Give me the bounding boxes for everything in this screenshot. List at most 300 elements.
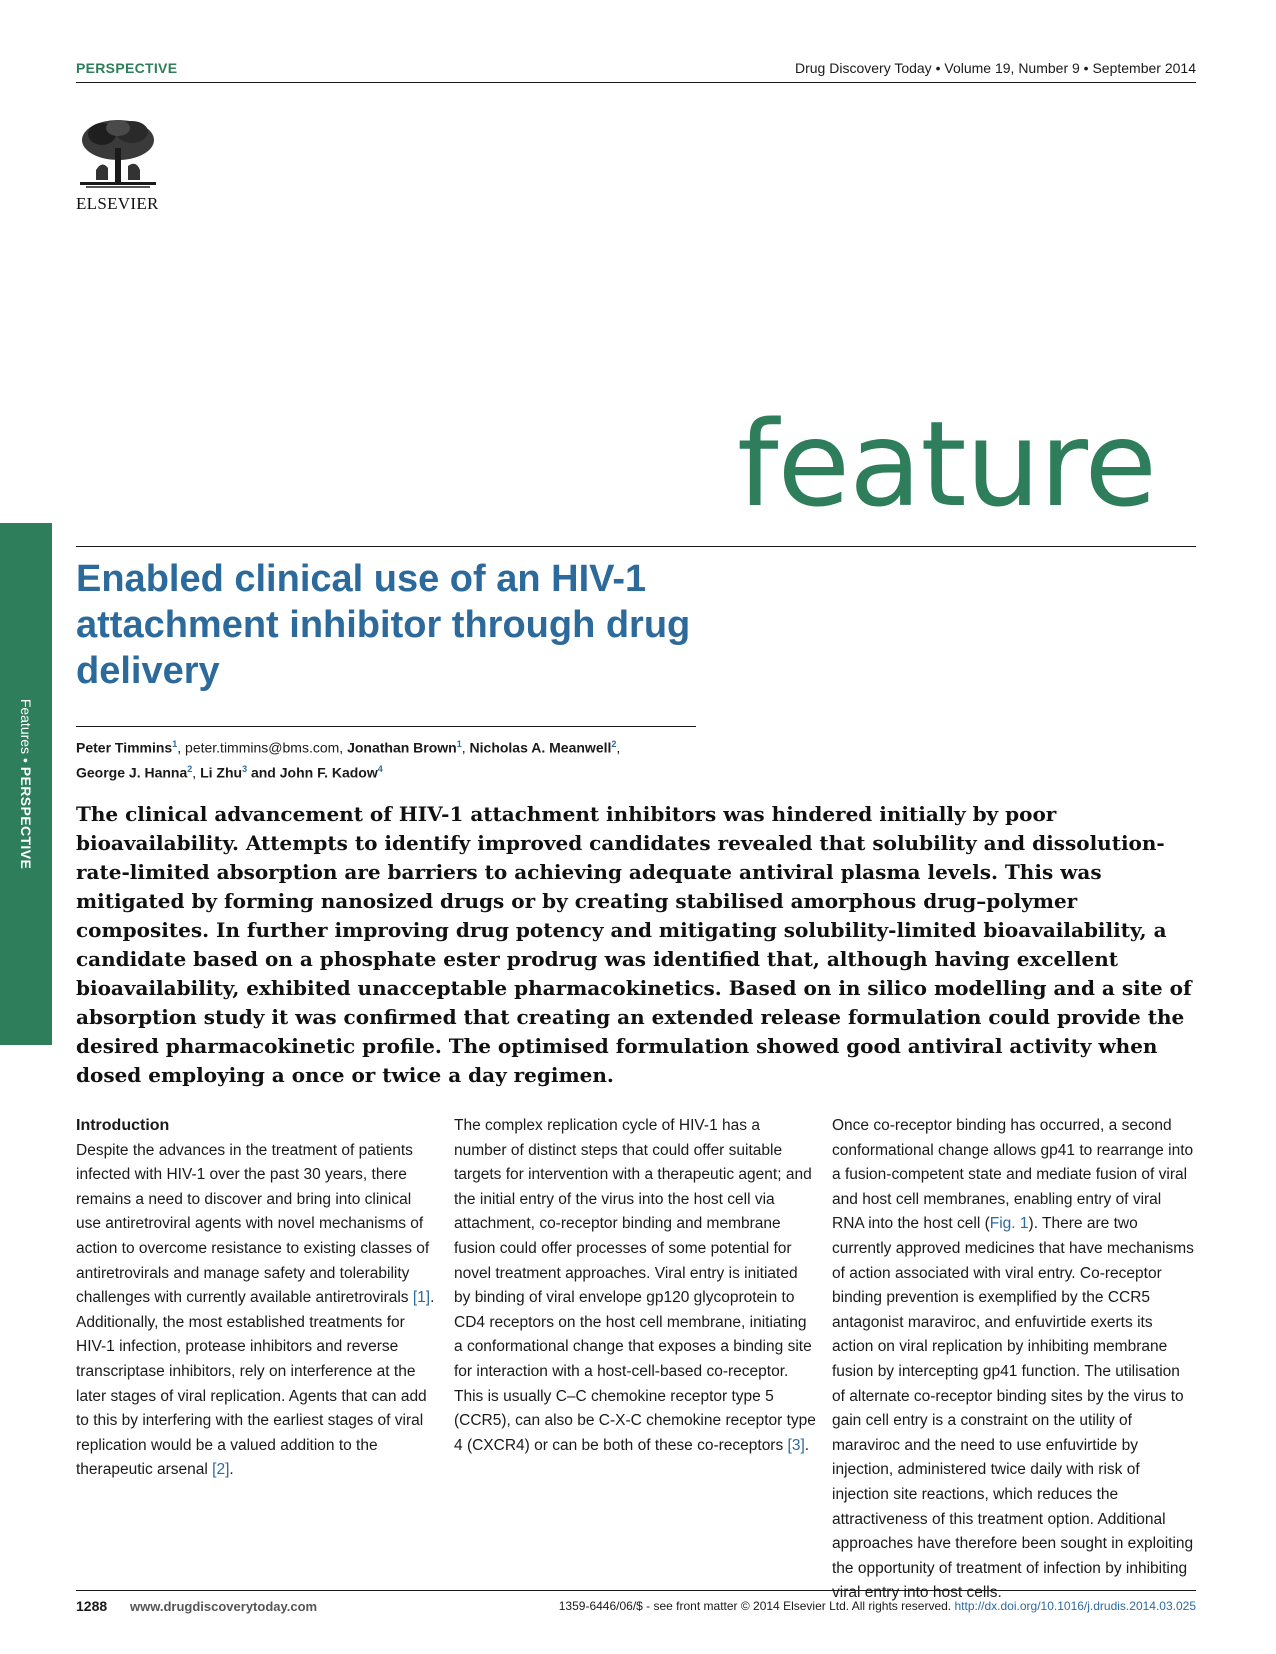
section-label: PERSPECTIVE bbox=[76, 60, 178, 76]
body-text: number bbox=[454, 1141, 507, 1159]
body-text: reactions, bbox=[921, 1485, 989, 1503]
body-text: by bbox=[1006, 1338, 1024, 1356]
body-text: distinct bbox=[528, 1141, 577, 1159]
publisher-name: ELSEVIER bbox=[76, 194, 159, 213]
body-text: need bbox=[960, 1436, 995, 1454]
body-text: intervention bbox=[528, 1166, 609, 1184]
body-text: cycle bbox=[622, 1117, 658, 1134]
body-text: that bbox=[1038, 1239, 1065, 1257]
body-text: fusion bbox=[1095, 1166, 1138, 1184]
body-text: conformational bbox=[466, 1338, 569, 1356]
body-text: processes bbox=[576, 1239, 647, 1257]
body-text: Despite the advances in the treatment of patients infected with HIV-1 over the past 30 years, there remains a need to discover and bring into clinical use antiretroviral agents with novel mechanisms of action to overcome resistance to existing classes of antiretrovirals and manage safety and tolerability challenges with currently available antiretrovirals bbox=[76, 1141, 430, 1307]
body-text: could bbox=[499, 1239, 537, 1257]
body-text: of bbox=[661, 1117, 675, 1134]
body-text: Co-receptor bbox=[1079, 1264, 1162, 1282]
body-paragraph bbox=[454, 1114, 816, 1458]
body-text: C–C bbox=[555, 1387, 587, 1405]
body-paragraph bbox=[832, 1114, 1194, 1606]
body-text: of bbox=[938, 1559, 952, 1577]
doi-link[interactable]: http://dx.doi.org/10.1016/j.drudis.2014.03.025 bbox=[954, 1599, 1196, 1613]
body-text: second bbox=[1121, 1117, 1172, 1134]
body-text: some bbox=[668, 1239, 707, 1257]
body-paragraph bbox=[76, 1139, 438, 1483]
body-text: membrane bbox=[1093, 1338, 1168, 1356]
body-text: chemokine bbox=[591, 1387, 666, 1405]
body-text: approaches. bbox=[565, 1264, 651, 1282]
body-text: a bbox=[751, 1117, 760, 1134]
body-text: 4 bbox=[454, 1436, 463, 1454]
body-text: cell bbox=[727, 1190, 751, 1208]
body-text: twice bbox=[990, 1461, 1026, 1479]
body-text: of bbox=[832, 1387, 845, 1405]
body-text: cell bbox=[865, 1412, 889, 1430]
body-text: CD4 bbox=[454, 1313, 486, 1331]
side-tab-section: PERSPECTIVE bbox=[18, 766, 34, 870]
body-text: inhibiting bbox=[1125, 1559, 1188, 1577]
body-text: therapeutic bbox=[657, 1166, 735, 1184]
body-text: approaches bbox=[832, 1535, 914, 1553]
body-text: can bbox=[552, 1436, 578, 1454]
body-text: on bbox=[558, 1313, 576, 1331]
body-text: infection bbox=[1043, 1559, 1101, 1577]
copyright-text: 1359-6446/06/$ - see front matter © 2014 Elsevier Ltd. All rights reserved. bbox=[558, 1599, 952, 1613]
body-text: to bbox=[999, 1436, 1013, 1454]
body-text: CCR5 bbox=[1107, 1289, 1151, 1307]
body-text: of bbox=[1025, 1559, 1039, 1577]
body-text: could bbox=[652, 1141, 690, 1159]
body-text: into bbox=[1168, 1141, 1194, 1159]
body-text: is bbox=[487, 1387, 499, 1405]
body-text: membrane bbox=[706, 1215, 781, 1233]
body-text: the bbox=[454, 1190, 476, 1208]
body-text: offer bbox=[541, 1239, 572, 1257]
body-text: 5 bbox=[765, 1387, 774, 1405]
body-text: envelope bbox=[578, 1289, 642, 1307]
body-text: daily bbox=[1030, 1461, 1063, 1479]
body-text: is bbox=[931, 1412, 944, 1430]
body-text: a bbox=[584, 1362, 593, 1380]
body-text: attractiveness bbox=[832, 1510, 928, 1528]
body-text: exemplified bbox=[978, 1289, 1057, 1307]
body-text: viral bbox=[1158, 1166, 1188, 1184]
body-text: agent; bbox=[738, 1166, 782, 1184]
body-text: entry bbox=[893, 1412, 928, 1430]
body-text: binding bbox=[832, 1289, 882, 1307]
body-text: complex bbox=[485, 1117, 543, 1134]
footer-divider bbox=[76, 1590, 1196, 1591]
body-text: co-receptor bbox=[873, 1117, 952, 1134]
body-text: constraint bbox=[960, 1412, 1028, 1430]
body-text: alternate bbox=[849, 1387, 910, 1405]
body-text: viral bbox=[832, 1584, 861, 1602]
body-text: option. bbox=[1047, 1510, 1094, 1528]
body-text: novel bbox=[454, 1264, 492, 1282]
body-text: the bbox=[667, 1190, 690, 1208]
body-text: injection bbox=[832, 1485, 889, 1503]
body-text: been bbox=[1021, 1535, 1057, 1553]
body-text: type bbox=[731, 1387, 761, 1405]
body-text: on bbox=[877, 1338, 895, 1356]
citation-link[interactable]: [3] bbox=[787, 1436, 805, 1454]
body-text: targets bbox=[454, 1166, 502, 1184]
body-text: exerts bbox=[1090, 1313, 1133, 1331]
body-text: cells. bbox=[966, 1584, 1002, 1602]
body-text: via bbox=[754, 1190, 775, 1208]
body-text: gp120 bbox=[646, 1289, 690, 1307]
author-list: Peter Timmins$^1$, peter.timmins@bms.com, Jonathan Brown$^1$, Nicholas A. Meanwell$^2$, George J. Hanna$^2$, Li Zhu$^3$ and John F. Kadow$^4$ bbox=[76, 739, 621, 781]
body-text: . bbox=[229, 1461, 234, 1479]
body-text: cell bbox=[957, 1215, 981, 1233]
body-text: of bbox=[558, 1190, 572, 1208]
body-text: on bbox=[1031, 1412, 1050, 1430]
body-text: ). bbox=[1028, 1215, 1038, 1233]
body-text: binding bbox=[996, 1387, 1047, 1405]
body-text: therefore bbox=[955, 1535, 1018, 1553]
body-text: initiated bbox=[744, 1264, 798, 1282]
body-text: its bbox=[1137, 1313, 1153, 1331]
body-text: has bbox=[722, 1117, 747, 1134]
citation-link[interactable]: [1] bbox=[412, 1289, 431, 1307]
body-text: that bbox=[622, 1141, 648, 1159]
body-text: replication bbox=[547, 1117, 618, 1134]
body-text: change bbox=[572, 1338, 624, 1356]
author-name: John F. Kadow bbox=[279, 764, 378, 781]
journal-citation: Drug Discovery Today • Volume 19, Number 9 • September 2014 bbox=[795, 60, 1196, 76]
body-text: currently bbox=[832, 1239, 892, 1257]
body-text: of bbox=[1119, 1412, 1132, 1430]
body-text: in bbox=[1111, 1535, 1124, 1553]
author-name: Jonathan Brown bbox=[347, 739, 457, 756]
body-text: enfuvirtide bbox=[1045, 1436, 1118, 1454]
body-text: by bbox=[1061, 1289, 1078, 1307]
body-text: exposes bbox=[658, 1338, 716, 1356]
body-text: into bbox=[903, 1584, 929, 1602]
elsevier-tree-icon bbox=[76, 118, 160, 192]
side-tab-category: Features bbox=[18, 698, 34, 755]
body-text: occurred, bbox=[1039, 1117, 1105, 1134]
body-column-2 bbox=[454, 1114, 816, 1458]
body-text: ( bbox=[984, 1215, 990, 1233]
body-text: function. bbox=[1021, 1362, 1081, 1380]
citation-link[interactable]: [2] bbox=[212, 1461, 230, 1479]
body-text: membranes, bbox=[923, 1190, 1010, 1208]
body-text: sought bbox=[1060, 1535, 1107, 1553]
body-text: can bbox=[515, 1412, 541, 1430]
body-text: to bbox=[781, 1289, 795, 1307]
author-name: Nicholas A. Meanwell bbox=[469, 739, 612, 756]
copyright-line bbox=[559, 1599, 1196, 1613]
body-text: with bbox=[552, 1362, 580, 1380]
header-divider bbox=[76, 82, 1196, 83]
body-text: host bbox=[932, 1584, 963, 1602]
body-text: a bbox=[644, 1166, 654, 1184]
body-text: with bbox=[1066, 1461, 1094, 1479]
body-text: suitable bbox=[728, 1141, 783, 1159]
body-text: entry bbox=[689, 1264, 725, 1282]
figure-link[interactable]: 1 bbox=[1019, 1215, 1029, 1233]
article-abstract: The clinical advancement of HIV-1 attachment inhibitors was hindered initially by poor bioavailability. Attempts to identify improved candidates revealed that solubility and dissolution-rate-limited absorption are barriers to achieving adequate antiviral plasma levels. This was mitigated by forming nanosized drugs or by creating stabilised amorphous drug–polymer composites. In further improving drug potency and mitigating solubility-limited bioavailability, a candidate based on a phosphate ester prodrug was identified that, although having excellent bioavailability, exhibited unacceptable pharmacokinetics. Based on in silico modelling and a site of absorption study it was confirmed that creating an extended release formulation could provide the desired pharmacokinetic profile. The optimised formulation showed good antiviral activity when dosed employing a once or twice a day regimen. bbox=[76, 802, 1192, 1087]
body-text: have bbox=[1068, 1239, 1103, 1257]
body-column-3 bbox=[832, 1114, 1194, 1606]
journal-volume: Volume 19, Number 9 bbox=[944, 60, 1080, 76]
body-text: a bbox=[454, 1338, 463, 1356]
body-text: the bbox=[1081, 1289, 1104, 1307]
author-affiliation: 3 bbox=[242, 763, 248, 774]
body-text: fusion bbox=[832, 1362, 874, 1380]
body-text: fusion bbox=[454, 1239, 496, 1257]
body-text: also bbox=[544, 1412, 573, 1430]
section-heading: Introduction bbox=[76, 1117, 170, 1134]
body-text: and bbox=[904, 1436, 931, 1454]
body-text: replication bbox=[931, 1338, 1003, 1356]
article-title: Enabled clinical use of an HIV-1 attachment inhibitor through drug delivery bbox=[76, 558, 691, 692]
body-text: (CXCR4) bbox=[466, 1436, 530, 1454]
publisher-logo bbox=[76, 118, 168, 214]
body-text: be bbox=[577, 1412, 595, 1430]
body-text: administered bbox=[897, 1461, 987, 1479]
body-text: this bbox=[949, 1510, 974, 1528]
body-text: membrane, bbox=[666, 1313, 746, 1331]
body-text: conformational bbox=[832, 1141, 934, 1159]
body-text: viral bbox=[899, 1338, 928, 1356]
body-text: a bbox=[947, 1412, 957, 1430]
body-text: by bbox=[1087, 1387, 1104, 1405]
body-text: prevention bbox=[886, 1289, 959, 1307]
body-text: the bbox=[934, 1436, 957, 1454]
body-text: for bbox=[505, 1166, 524, 1184]
body-text: co-receptor bbox=[539, 1215, 618, 1233]
body-text: co-receptor. bbox=[706, 1362, 789, 1380]
body-text: of bbox=[1126, 1461, 1140, 1479]
body-text: action bbox=[849, 1264, 891, 1282]
body-text: the bbox=[832, 1559, 854, 1577]
author-affiliation: 2 bbox=[611, 739, 617, 749]
body-text: by bbox=[877, 1362, 895, 1380]
body-text: The bbox=[454, 1117, 481, 1134]
body-text: or bbox=[534, 1436, 548, 1454]
body-text: a bbox=[720, 1338, 729, 1356]
body-text: cell bbox=[639, 1313, 663, 1331]
body-text: allows bbox=[993, 1141, 1037, 1159]
body-text: HIV-1 bbox=[678, 1117, 718, 1134]
body-text: interaction bbox=[476, 1362, 548, 1380]
body-text: of bbox=[1115, 1190, 1129, 1208]
body-text: host-cell-based bbox=[597, 1362, 703, 1380]
body-text: of bbox=[832, 1264, 845, 1282]
body-text: maraviroc, bbox=[907, 1313, 981, 1331]
body-text: Once bbox=[832, 1117, 870, 1134]
body-text: into bbox=[868, 1215, 894, 1233]
body-text: risk bbox=[1098, 1461, 1123, 1479]
body-text: sites bbox=[1050, 1387, 1083, 1405]
body-text: by bbox=[454, 1289, 471, 1307]
body-text: offer bbox=[693, 1141, 725, 1159]
feature-divider bbox=[76, 546, 1196, 547]
journal-name: Drug Discovery Today bbox=[795, 60, 932, 76]
body-text: rearrange bbox=[1096, 1141, 1164, 1159]
body-text: the bbox=[897, 1215, 920, 1233]
body-text: treatment bbox=[977, 1510, 1044, 1528]
body-text: these bbox=[654, 1436, 693, 1454]
body-text: and bbox=[832, 1190, 858, 1208]
body-text: viral bbox=[1132, 1190, 1162, 1208]
body-text: mechanisms bbox=[1106, 1239, 1194, 1257]
body-text: entry bbox=[519, 1190, 554, 1208]
body-text: antagonist bbox=[832, 1313, 904, 1331]
body-text: host bbox=[923, 1215, 953, 1233]
body-text: and bbox=[984, 1313, 1011, 1331]
body-text: co-receptors bbox=[697, 1436, 784, 1454]
body-text: state bbox=[968, 1166, 1002, 1184]
body-text: usually bbox=[503, 1387, 552, 1405]
body-text: both bbox=[603, 1436, 634, 1454]
body-text: entry bbox=[1076, 1190, 1112, 1208]
body-text: by bbox=[1121, 1436, 1138, 1454]
body-text: treatment bbox=[495, 1264, 561, 1282]
body-text: utilisation bbox=[1115, 1362, 1180, 1380]
body-text: receptors bbox=[489, 1313, 554, 1331]
body-text: binding bbox=[622, 1215, 673, 1233]
author-affiliation: 1 bbox=[172, 739, 178, 749]
body-text: initiating bbox=[749, 1313, 807, 1331]
figure-link[interactable]: Fig. bbox=[989, 1215, 1016, 1233]
body-text: steps bbox=[580, 1141, 618, 1159]
body-text: action bbox=[832, 1338, 874, 1356]
body-text: . bbox=[804, 1436, 810, 1454]
body-text: to bbox=[1170, 1387, 1184, 1405]
body-text: injection, bbox=[832, 1461, 894, 1479]
body-text: medicines bbox=[964, 1239, 1035, 1257]
body-text: co-receptor bbox=[913, 1387, 993, 1405]
body-text: glycoprotein bbox=[693, 1289, 778, 1307]
body-text: of bbox=[529, 1289, 542, 1307]
body-text: are bbox=[1086, 1215, 1110, 1233]
body-text: host bbox=[693, 1190, 723, 1208]
body-text: is bbox=[728, 1264, 740, 1282]
body-text: enfuvirtide bbox=[1014, 1313, 1087, 1331]
body-text: gp41 bbox=[982, 1362, 1018, 1380]
body-text: of bbox=[651, 1239, 665, 1257]
page-number: 1288 bbox=[76, 1598, 108, 1614]
body-text: reduces bbox=[1037, 1485, 1093, 1503]
body-text: of bbox=[510, 1141, 524, 1159]
body-text: by bbox=[1105, 1559, 1122, 1577]
body-text: and bbox=[1006, 1166, 1032, 1184]
body-text: the bbox=[1096, 1485, 1119, 1503]
body-text: viral bbox=[1005, 1264, 1034, 1282]
title-divider bbox=[76, 726, 696, 727]
author-conjunction: and bbox=[250, 764, 276, 781]
body-text: with bbox=[612, 1166, 641, 1184]
body-text: the bbox=[579, 1313, 602, 1331]
body-text: the bbox=[575, 1190, 598, 1208]
body-text: C-X-C bbox=[598, 1412, 642, 1430]
body-text: treatment bbox=[956, 1559, 1022, 1577]
body-text: and bbox=[676, 1215, 703, 1233]
body-text: which bbox=[993, 1485, 1033, 1503]
author-affiliation: 2 bbox=[187, 763, 193, 774]
body-text: initial bbox=[479, 1190, 516, 1208]
feature-label: feature bbox=[736, 395, 1156, 533]
body-text: exploiting bbox=[1127, 1535, 1194, 1553]
body-text: entry bbox=[864, 1584, 900, 1602]
body-text: There bbox=[1042, 1215, 1083, 1233]
journal-date: September 2014 bbox=[1092, 60, 1196, 76]
body-text: Additional bbox=[1097, 1510, 1166, 1528]
body-text: inhibiting bbox=[1027, 1338, 1089, 1356]
body-text: maraviroc bbox=[832, 1436, 901, 1454]
body-text: with bbox=[973, 1264, 1001, 1282]
body-text: gp41 bbox=[1040, 1141, 1076, 1159]
author-affiliation: 1 bbox=[456, 739, 462, 749]
body-text: of bbox=[1141, 1166, 1155, 1184]
body-text: host bbox=[605, 1313, 636, 1331]
body-text: is bbox=[963, 1289, 975, 1307]
body-text: This bbox=[454, 1387, 484, 1405]
body-text: binding bbox=[733, 1338, 784, 1356]
body-text: attachment, bbox=[454, 1215, 535, 1233]
body-text: the bbox=[1107, 1387, 1130, 1405]
body-column-1 bbox=[76, 1114, 438, 1483]
author-affiliation: 4 bbox=[377, 763, 383, 774]
side-tab-label: Features • PERSPECTIVE bbox=[18, 698, 34, 870]
body-text: entry. bbox=[1037, 1264, 1076, 1282]
body-text: type bbox=[786, 1412, 816, 1430]
body-text: into bbox=[638, 1190, 664, 1208]
body-text: the bbox=[1053, 1412, 1076, 1430]
body-text: have bbox=[917, 1535, 951, 1553]
author-email[interactable]: peter.timmins@bms.com bbox=[185, 739, 340, 756]
author-name: George J. Hanna bbox=[76, 764, 188, 781]
body-text: site bbox=[893, 1485, 918, 1503]
body-text: opportunity bbox=[857, 1559, 935, 1577]
body-text: (CCR5), bbox=[454, 1412, 511, 1430]
body-text: receptor bbox=[670, 1387, 728, 1405]
body-text: mediate bbox=[1036, 1166, 1092, 1184]
body-text: utility bbox=[1079, 1412, 1115, 1430]
body-text: that bbox=[628, 1338, 654, 1356]
body-text: cell bbox=[895, 1190, 920, 1208]
body-text: of bbox=[637, 1436, 651, 1454]
body-text: Viral bbox=[654, 1264, 686, 1282]
body-text: chemokine bbox=[646, 1412, 722, 1430]
body-text: potential bbox=[710, 1239, 770, 1257]
body-text: viral bbox=[546, 1289, 575, 1307]
body-text: The bbox=[1084, 1362, 1111, 1380]
journal-website-link[interactable]: www.drugdiscoverytoday.com bbox=[130, 1599, 318, 1614]
body-text: change bbox=[937, 1141, 989, 1159]
body-text: intercepting bbox=[898, 1362, 979, 1380]
body-text: associated bbox=[894, 1264, 970, 1282]
body-text: gain bbox=[832, 1412, 862, 1430]
body-text: enabling bbox=[1013, 1190, 1073, 1208]
body-text: use bbox=[1016, 1436, 1042, 1454]
body-text: a bbox=[832, 1166, 841, 1184]
body-text: RNA bbox=[832, 1215, 864, 1233]
body-text: for bbox=[773, 1239, 792, 1257]
body-text: . Additionally, the most established treatments for HIV-1 infection, protease inhibitors and reverse transcriptase inhibitors, rely on interference at the later stages of viral replication. Agents that can add to this by interfering with the earliest stages of viral replication would be a valued addition to the therapeutic arsenal bbox=[76, 1289, 435, 1479]
body-text: binding bbox=[956, 1117, 1007, 1134]
body-text: virus bbox=[1133, 1387, 1167, 1405]
body-text: has bbox=[1010, 1117, 1036, 1134]
body-text: two bbox=[1113, 1215, 1138, 1233]
body-text: for bbox=[454, 1362, 473, 1380]
body-text: host bbox=[862, 1190, 892, 1208]
body-text: fusion-competent bbox=[844, 1166, 964, 1184]
body-text: of bbox=[931, 1510, 945, 1528]
body-text: site bbox=[787, 1338, 812, 1356]
